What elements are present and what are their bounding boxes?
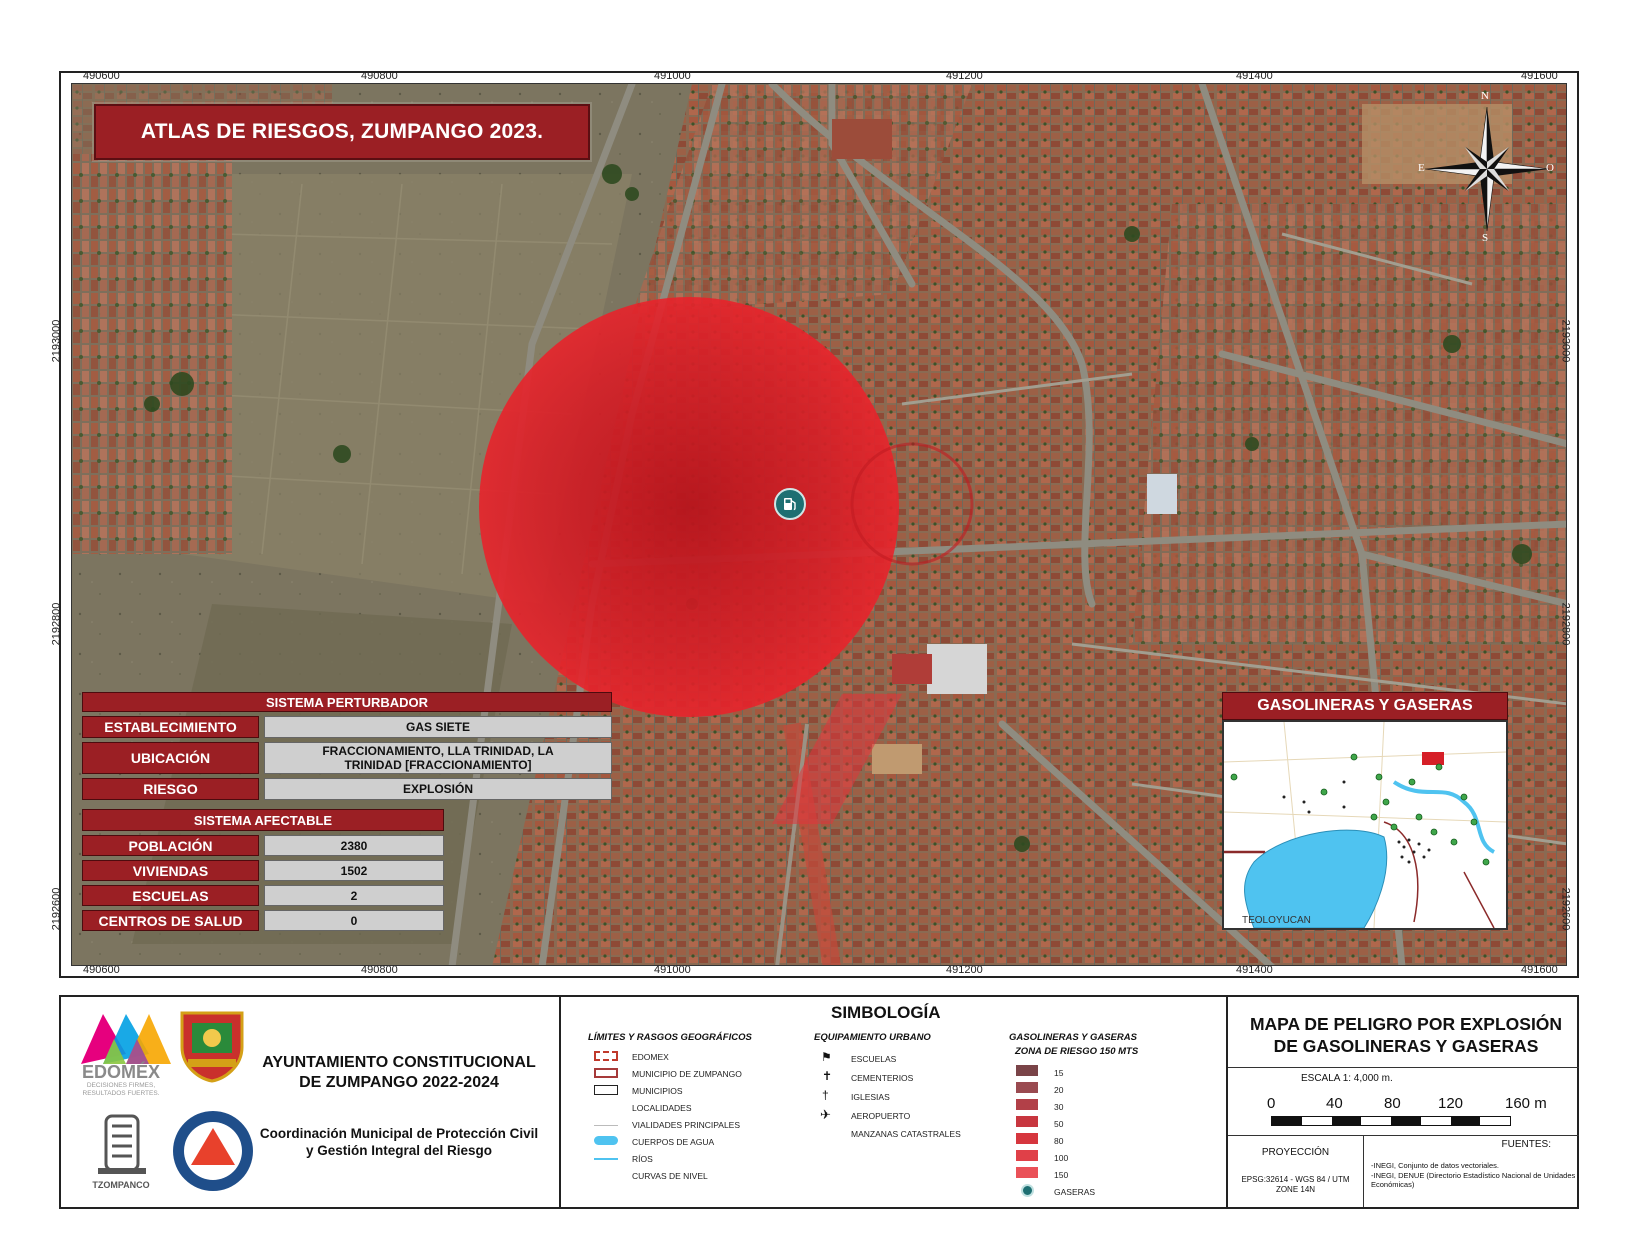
mapa-title: MAPA DE PELIGRO POR EXPLOSIÓN DE GASOLINERAS Y GASERAS — [1249, 1014, 1563, 1056]
north-arrow-icon — [1418, 90, 1554, 244]
coord-top-label: 491400 — [1236, 70, 1273, 82]
legend-item-zona-150: 150 — [1054, 1170, 1069, 1180]
coord-left-label: 2192600 — [50, 887, 63, 931]
edomex-swatch — [594, 1051, 618, 1061]
municipios-swatch — [594, 1085, 618, 1095]
compass-n: N — [1481, 90, 1489, 102]
fuentes-text: -INEGI, Conjunto de datos vectoriales. -INEGI, DENUE (Directorio Estadístico Nacional de Unidades Económicas) — [1371, 1161, 1576, 1189]
divider — [1228, 1067, 1579, 1068]
proyeccion-text: EPSG:32614 - WGS 84 / UTM ZONE 14N — [1241, 1175, 1350, 1194]
legend-item-zona-100: 100 — [1054, 1153, 1069, 1163]
coord-bottom-label: 491400 — [1236, 964, 1273, 976]
zona-swatch — [1016, 1116, 1038, 1127]
compass-e: O — [1546, 162, 1554, 174]
viviendas-label: VIVIENDAS — [82, 860, 259, 881]
inset-map-canvas — [1224, 722, 1506, 928]
divider — [1226, 997, 1228, 1207]
establecimiento-value: GAS SIETE — [264, 716, 612, 738]
compass-w: E — [1418, 162, 1425, 174]
legend-item-zona-30: 30 — [1054, 1102, 1064, 1112]
legend-item-zona-80: 80 — [1054, 1136, 1064, 1146]
coord-left-label: 2193000 — [50, 319, 63, 363]
coord-bottom-label: 491000 — [654, 964, 691, 976]
riesgo-label: RIESGO — [82, 778, 259, 800]
coord-top-label: 491600 — [1521, 70, 1558, 82]
scale-label: 80 — [1384, 1095, 1401, 1112]
equipamiento-title: EQUIPAMIENTO URBANO — [814, 1032, 931, 1043]
legend-item-cementerios: CEMENTERIOS — [851, 1073, 914, 1083]
legend-item-rios: RÍOS — [632, 1154, 653, 1164]
tzompanco-wordmark: TZOMPANCO — [92, 1180, 150, 1190]
zona-title: GASOLINERAS Y GASERAS — [1009, 1032, 1137, 1043]
legend-box — [59, 995, 1579, 1209]
inset-header: GASOLINERAS Y GASERAS — [1222, 692, 1508, 720]
airport-icon: ✈ — [820, 1107, 831, 1122]
simbologia-title: SIMBOLOGÍA — [831, 1003, 941, 1022]
edomex-wordmark: EDOMÉX — [81, 1062, 160, 1082]
coord-top-label: 491200 — [946, 70, 983, 82]
legend-item-escuelas: ESCUELAS — [851, 1054, 897, 1064]
coord-right-label: 2193000 — [1559, 319, 1572, 363]
legend-item-zona-50: 50 — [1054, 1119, 1064, 1129]
coord-bottom-label: 491200 — [946, 964, 983, 976]
gas-station-icon[interactable] — [774, 488, 806, 520]
map-frame — [50, 70, 1579, 978]
legend-item-cuerpos-agua: CUERPOS DE AGUA — [632, 1137, 715, 1147]
scale-label: 160 m — [1505, 1095, 1547, 1112]
map-title-box — [94, 104, 590, 160]
sistema-afectable-header: SISTEMA AFECTABLE — [82, 809, 444, 831]
vialidades-swatch — [594, 1125, 618, 1126]
fuel-pump-icon — [781, 495, 799, 513]
map-title: ATLAS DE RIESGOS, ZUMPANGO 2023. — [140, 120, 544, 143]
zona-swatch — [1016, 1150, 1038, 1161]
riesgo-value: EXPLOSIÓN — [264, 778, 612, 800]
school-flag-icon: ⚑ — [821, 1050, 832, 1064]
coord-top-label: 490600 — [83, 70, 120, 82]
proyeccion-title: PROYECCIÓN — [1261, 1147, 1330, 1158]
poblacion-label: POBLACIÓN — [82, 835, 259, 856]
coord-right-label: 2192600 — [1559, 887, 1572, 931]
legend-item-zona-15: 15 — [1054, 1068, 1064, 1078]
legend-item-edomex: EDOMEX — [632, 1052, 669, 1062]
hazard-zone-circle[interactable] — [479, 297, 899, 717]
cemetery-icon: ✝ — [822, 1069, 833, 1083]
rios-swatch — [594, 1158, 618, 1160]
org-subtitle: Coordinación Municipal de Protección Civil y Gestión Integral del Riesgo — [259, 1126, 539, 1158]
poblacion-value: 2380 — [264, 835, 444, 856]
legend-item-iglesias: IGLESIAS — [851, 1092, 890, 1102]
zona-swatch — [1016, 1099, 1038, 1110]
escuelas-value: 2 — [264, 885, 444, 906]
sistema-perturbador-header: SISTEMA PERTURBADOR — [82, 692, 612, 712]
satellite-map[interactable] — [71, 83, 1567, 966]
legend-item-municipio: MUNICIPIO DE ZUMPANGO — [632, 1069, 742, 1079]
scale-label: 40 — [1326, 1095, 1343, 1112]
zona-swatch — [1016, 1133, 1038, 1144]
centros-salud-value: 0 — [264, 910, 444, 931]
coord-bottom-label: 490800 — [361, 964, 398, 976]
ubicacion-label: UBICACIÓN — [82, 742, 259, 774]
org-title: AYUNTAMIENTO CONSTITUCIONAL DE ZUMPANGO 2022-2024 — [262, 1054, 536, 1091]
coord-top-label: 490800 — [361, 70, 398, 82]
proteccion-civil-logo-icon — [171, 1109, 255, 1193]
viviendas-value: 1502 — [264, 860, 444, 881]
tzompanco-logo-icon — [94, 1112, 150, 1177]
inset-town-label: TEOLOYUCAN — [1242, 915, 1311, 926]
cuerpos-agua-swatch — [594, 1136, 618, 1145]
scale-label: 120 — [1438, 1095, 1464, 1112]
divider — [1363, 1135, 1364, 1207]
coord-bottom-label: 491600 — [1521, 964, 1558, 976]
legend-item-gaseras: GASERAS — [1054, 1187, 1096, 1197]
zona-swatch — [1016, 1065, 1038, 1076]
fuentes-title: FUENTES: — [1501, 1139, 1551, 1150]
legend-item-localidades: LOCALIDADES — [632, 1103, 692, 1113]
legend-item-zona-20: 20 — [1054, 1085, 1064, 1095]
limites-title: LÍMITES Y RASGOS GEOGRÁFICOS — [588, 1032, 752, 1043]
coord-top-label: 491000 — [654, 70, 691, 82]
legend-item-aeropuerto: AEROPUERTO — [851, 1111, 911, 1121]
zona-subtitle: ZONA DE RIESGO 150 MTS — [1015, 1046, 1139, 1057]
municipio-swatch — [594, 1068, 618, 1078]
divider — [1228, 1135, 1579, 1136]
ubicacion-value: FRACCIONAMIENTO, LLA TRINIDAD, LA TRINIDAD [FRACCIONAMIENTO] — [264, 742, 612, 774]
coord-bottom-label: 490600 — [83, 964, 120, 976]
scale-bar — [1271, 1116, 1511, 1126]
coord-left-label: 2192800 — [50, 602, 63, 646]
legend-item-municipios: MUNICIPIOS — [632, 1086, 683, 1096]
inset-map[interactable] — [1222, 720, 1508, 930]
divider — [559, 997, 561, 1207]
legend-item-vialidades: VIALIDADES PRINCIPALES — [632, 1120, 741, 1130]
centros-salud-label: CENTROS DE SALUD — [82, 910, 259, 931]
zumpango-coat-of-arms-icon — [178, 1007, 246, 1083]
escuelas-label: ESCUELAS — [82, 885, 259, 906]
zona-swatch — [1016, 1167, 1038, 1178]
legend-item-curvas: CURVAS DE NIVEL — [632, 1171, 708, 1181]
edomex-logo — [81, 1009, 171, 1064]
coord-right-label: 2192800 — [1559, 602, 1572, 646]
scale-label: 0 — [1267, 1095, 1276, 1112]
compass-s: S — [1482, 232, 1489, 244]
scale-text: ESCALA 1: 4,000 m. — [1301, 1073, 1393, 1084]
establecimiento-label: ESTABLECIMIENTO — [82, 716, 259, 738]
church-icon: † — [822, 1088, 829, 1102]
gaseras-icon — [1021, 1184, 1034, 1197]
zona-swatch — [1016, 1082, 1038, 1093]
edomex-tagline: DECISIONES FIRMES, RESULTADOS FUERTES. — [82, 1082, 160, 1097]
legend-item-manzanas: MANZANAS CATASTRALES — [851, 1129, 961, 1139]
